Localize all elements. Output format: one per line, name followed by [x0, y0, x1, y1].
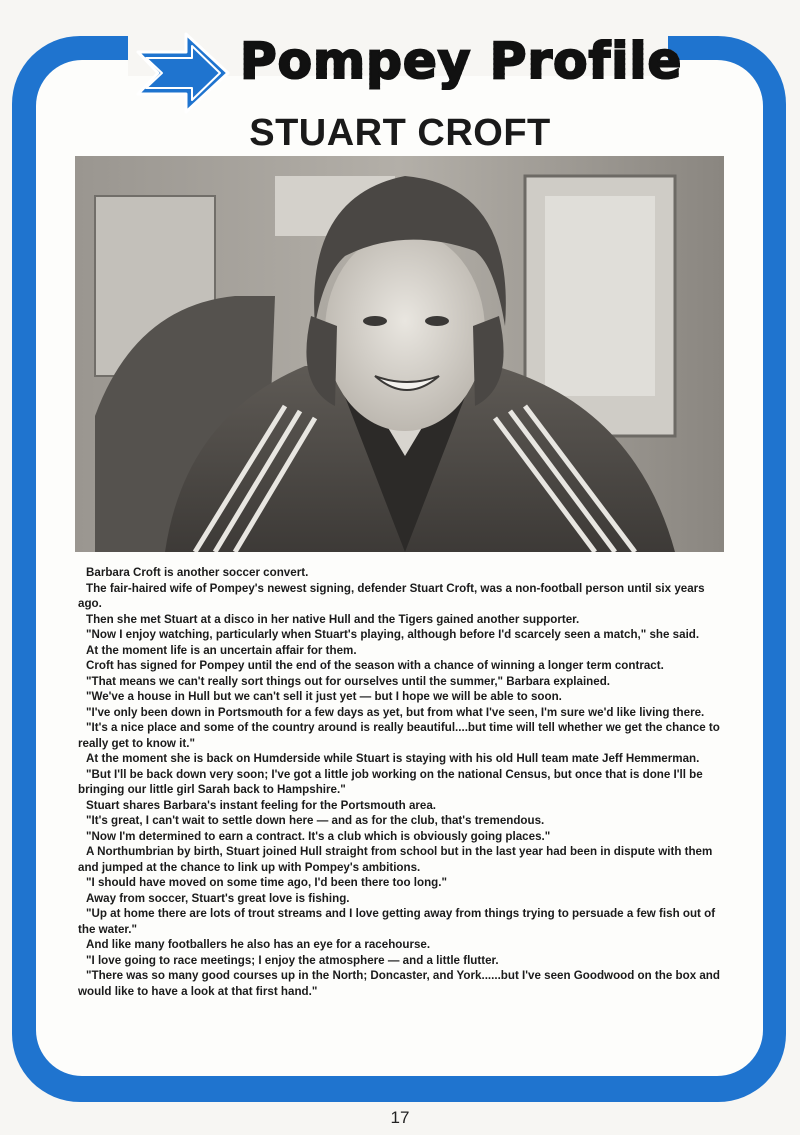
paragraph: "I've only been down in Portsmouth for a few days as yet, but from what I've seen, I'm sure we'd like living there. — [86, 705, 705, 719]
paragraph: "It's a nice place and some of the country around is really beautiful....but time will tell whether we get the chance to really get to know it." — [78, 721, 720, 750]
paragraph: Stuart shares Barbara's instant feeling for the Portsmouth area. — [86, 798, 437, 812]
paragraph: "We've a house in Hull but we can't sell it just yet — but I hope we will be able to soon. — [86, 690, 562, 703]
paragraph: Away from soccer, Stuart's great love is fishing. — [86, 891, 350, 905]
player-portrait — [75, 156, 724, 552]
section-title-text: Pompey Profile — [240, 32, 683, 90]
paragraph: "Now I'm determined to earn a contract. It's a club which is obviously going places." — [86, 829, 551, 843]
section-title — [240, 30, 683, 92]
paragraph: At the moment life is an uncertain affair for them. — [86, 643, 357, 657]
paragraph: "Up at home there are lots of trout streams and I love getting away from things trying to persuade a few fish out of the water." — [78, 907, 716, 936]
paragraph: "There was so many good courses up in the North; Doncaster, and York......but I've seen Goodwood on the box and would like to have a look at that first hand." — [78, 969, 720, 998]
paragraph: "I love going to race meetings; I enjoy the atmosphere — and a little flutter. — [86, 953, 499, 967]
page-number: 17 — [390, 1108, 410, 1127]
paragraph: Then she met Stuart at a disco in her native Hull and the Tigers gained another supporter. — [86, 612, 580, 626]
article-body — [78, 565, 728, 1050]
paragraph: "That means we can't really sort things out for ourselves until the summer," Barbara explained. — [86, 674, 611, 688]
paragraph: Croft has signed for Pompey until the end of the season with a chance of winning a longer term contract. — [86, 659, 664, 672]
paragraph: "But I'll be back down very soon; I've got a little job working on the national Census, but once that is done I'll be bringing our little girl Sarah back to Hampshire." — [78, 767, 703, 796]
paragraph: A Northumbrian by birth, Stuart joined Hull straight from school but in the last year had been in dispute with them and jumped at the chance to link up with Pompey's ambitions. — [78, 845, 713, 874]
player-name-heading: STUART CROFT — [249, 112, 551, 154]
paragraph: And like many footballers he also has an eye for a racehourse. — [86, 938, 431, 951]
paragraph: "Now I enjoy watching, particularly when Stuart's playing, although before I'd scarcely seen a match," she said. — [86, 628, 700, 641]
paragraph: At the moment she is back on Humderside while Stuart is staying with his old Hull team mate Jeff Hemmerman. — [86, 752, 700, 765]
paragraph: "It's great, I can't wait to settle down here — and as for the club, that's tremendous. — [86, 814, 545, 827]
paragraph: Barbara Croft is another soccer convert. — [86, 566, 309, 579]
paragraph: "I should have moved on some time ago, I'd been there too long." — [86, 876, 447, 889]
portrait-illustration — [75, 156, 724, 552]
paragraph: The fair-haired wife of Pompey's newest signing, defender Stuart Croft, was a non-football person until six years ago. — [78, 581, 705, 610]
arrow-right-icon — [128, 30, 238, 116]
